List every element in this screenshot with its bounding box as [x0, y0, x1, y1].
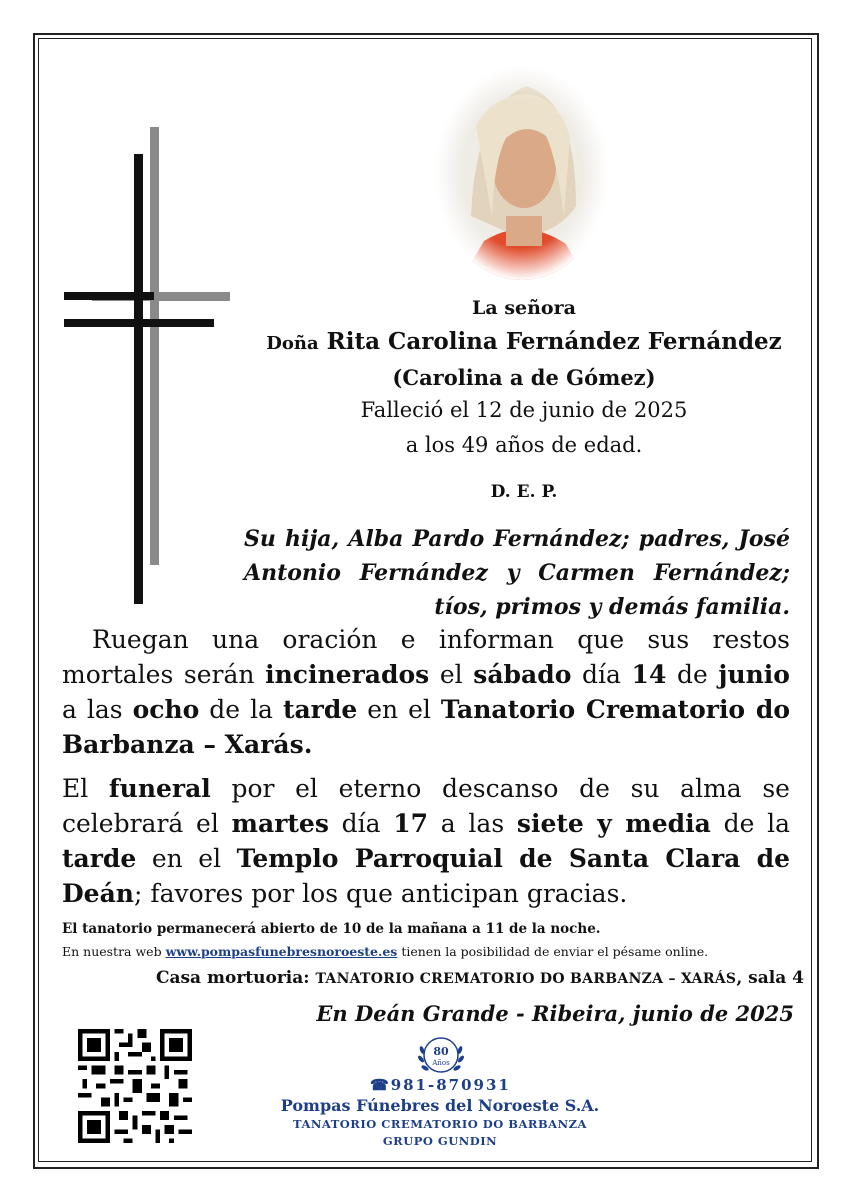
funeral-home-room: , sala 4 — [736, 968, 804, 988]
body-text: día — [328, 809, 394, 838]
emphasis-text: siete y media — [516, 809, 711, 838]
badge-text: Años — [432, 1059, 450, 1067]
deceased-name — [250, 328, 798, 355]
emphasis-text: sábado — [473, 660, 572, 689]
portrait-photo — [436, 66, 608, 280]
emphasis-text: 17 — [393, 809, 429, 838]
body-text: de — [666, 660, 719, 689]
body-text: ; favores por los que anticipan gracias. — [133, 879, 628, 908]
honorific: Doña — [266, 333, 319, 354]
company-name: Pompas Fúnebres del Noroeste S.A. — [280, 1096, 600, 1115]
body-text: el — [429, 660, 474, 689]
intro-line: La señora — [472, 297, 576, 319]
phone-number: 981-870931 — [390, 1076, 511, 1094]
full-name: Rita Carolina Fernández Fernández — [326, 328, 782, 355]
emphasis-text: martes — [231, 809, 329, 838]
emphasis-text: junio — [718, 660, 790, 689]
phone-line[interactable] — [370, 1076, 511, 1094]
website-link[interactable]: www.pompasfunebresnoroeste.es — [165, 944, 398, 959]
body-text: El — [62, 774, 109, 803]
emphasis-text: tarde — [282, 695, 358, 724]
web-note — [62, 944, 708, 959]
nickname: (Carolina a de Gómez) — [392, 365, 656, 390]
body-text: en el — [136, 844, 237, 873]
qr-code[interactable] — [78, 1029, 192, 1143]
emphasis-text: tarde — [62, 844, 137, 873]
emphasis-text: incinerados — [265, 660, 430, 689]
anniversary-badge — [414, 1028, 468, 1082]
emphasis-text: ocho — [132, 695, 200, 724]
body-text: de la — [710, 809, 790, 838]
body-text: a las — [62, 695, 133, 724]
emphasis-text: funeral — [108, 774, 211, 803]
hours-note: El tanatorio permanecerá abierto de 10 de la mañana a 11 de la noche. — [62, 921, 601, 937]
cremation-paragraph — [62, 622, 790, 762]
age-line: a los 49 años de edad. — [405, 433, 643, 457]
company-line2: TANATORIO CREMATORIO DO BARBANZA — [293, 1117, 587, 1131]
funeral-paragraph — [62, 771, 790, 911]
emphasis-text: Tanatorio Crematorio do Barbanza – Xarás. — [62, 695, 790, 759]
phone-icon: ☎ — [370, 1076, 391, 1094]
badge-number: 80 — [433, 1045, 449, 1058]
body-text: Ruegan una oración e informan que sus restos mortales serán — [62, 625, 790, 689]
body-text: día — [571, 660, 632, 689]
rip-line: D. E. P. — [490, 482, 558, 502]
family-list: Su hija, Alba Pardo Fernández; padres, José Antonio Fernández y Carmen Fernández; tíos, primos y demás familia. — [244, 526, 790, 620]
body-text: de la — [199, 695, 283, 724]
body-text: en el — [357, 695, 441, 724]
company-line3: GRUPO GUNDIN — [382, 1134, 498, 1148]
body-text: por el eterno descanso de su alma se celebrará el — [62, 774, 790, 838]
place-date: En Deán Grande - Ribeira, junio de 2025 — [316, 1001, 794, 1026]
web-suffix: tienen la posibilidad de enviar el pésame online. — [397, 944, 709, 959]
emphasis-text: 14 — [631, 660, 667, 689]
death-date: Falleció el 12 de junio de 2025 — [360, 398, 688, 422]
body-text: a las — [428, 809, 517, 838]
funeral-home-line — [156, 968, 804, 988]
web-prefix: En nuestra web — [62, 944, 166, 959]
funeral-home-place: TANATORIO CREMATORIO DO BARBANZA – XARÁS — [315, 971, 737, 987]
emphasis-text: Templo Parroquial de Santa Clara de Deán — [62, 844, 790, 908]
funeral-home-label: Casa mortuoria: — [155, 968, 316, 988]
